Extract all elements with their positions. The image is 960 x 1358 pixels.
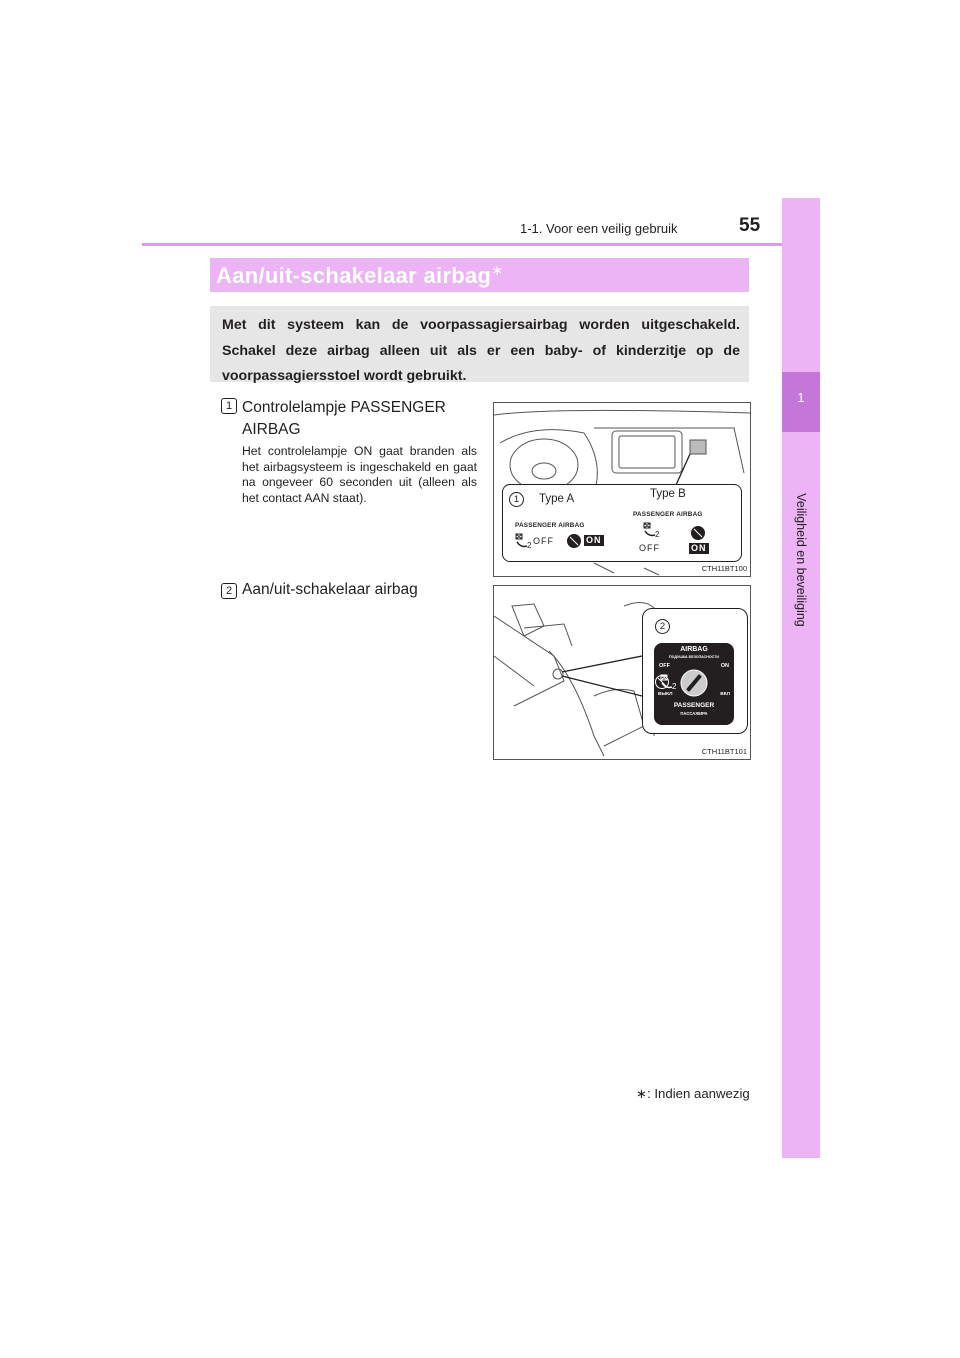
footnote-marker: ∗ — [636, 1086, 648, 1101]
chapter-number: 1 — [797, 390, 805, 405]
figure-code-2: CTH11BT101 — [701, 747, 747, 756]
type-a-label: Type A — [539, 493, 575, 505]
figure-code-1: CTH11BT100 — [701, 564, 747, 573]
item-title-2: Aan/uit-schakelaar airbag — [242, 581, 418, 598]
type-b-off-text: OFF — [639, 543, 660, 553]
type-b-on-indicator: ON — [691, 543, 707, 553]
switch-off-label-ru: ВЫКЛ — [658, 692, 673, 697]
switch-on-label: ON — [720, 663, 729, 669]
type-b-label: Type B — [650, 488, 686, 500]
type-a-off-text: OFF — [533, 536, 554, 546]
running-header: 1-1. Voor een veilig gebruik — [520, 221, 678, 236]
switch-top-label: AIRBAG — [680, 646, 708, 653]
callout-number-1: 1 — [509, 492, 524, 507]
svg-text:2: 2 — [655, 530, 660, 539]
figure-airbag-switch — [493, 585, 751, 760]
airbag-on-icon-b — [689, 525, 707, 541]
footnote — [636, 1086, 750, 1102]
switch-airbag-icon — [654, 674, 670, 690]
child-seat-icon — [513, 532, 533, 550]
callout-number-2: 2 — [655, 619, 670, 634]
switch-on-label-ru: ВКЛ — [720, 692, 730, 697]
indicator-callout — [502, 484, 742, 562]
section-title — [216, 262, 503, 289]
figure-dashboard-indicator — [493, 402, 751, 577]
switch-top-label-ru: ПОДУШКА БЕЗОПАСНОСТИ — [669, 655, 719, 659]
type-b-panel-label: PASSENGER AIRBAG — [633, 511, 703, 518]
type-a-on-indicator: ON — [586, 535, 602, 545]
switch-bottom-label: PASSENGER — [673, 702, 715, 709]
footnote-text: : Indien aanwezig — [647, 1086, 750, 1101]
svg-text:2: 2 — [527, 541, 532, 550]
switch-callout — [642, 608, 748, 734]
airbag-on-icon — [565, 533, 583, 549]
child-seat-icon-b — [641, 521, 661, 539]
page-number: 55 — [739, 215, 761, 236]
key-slot-icon[interactable] — [680, 669, 708, 697]
type-a-panel-label: PASSENGER AIRBAG — [515, 522, 585, 529]
item-number-1: 1 — [221, 398, 237, 414]
airbag-switch-plate — [654, 643, 734, 725]
section-title-text: Aan/uit-schakelaar airbag — [216, 263, 492, 288]
switch-bottom-label-ru: ПАССАЖИРА — [680, 711, 708, 716]
header-rule — [142, 243, 820, 246]
item-description-1: Het controlelampje ON gaat branden als het airbagsysteem is ingeschakeld en gaat na ongeveer 60 seconden uit (alleen als het contact AAN staat). — [242, 444, 477, 505]
item-title-1: Controlelampje PASSENGER AIRBAG — [242, 399, 446, 438]
svg-text:2: 2 — [672, 682, 677, 691]
chapter-tab — [782, 198, 820, 1158]
switch-off-label: OFF — [659, 663, 670, 669]
chapter-label: Veiligheid en beveiliging — [794, 493, 808, 627]
title-footnote-marker: ∗ — [491, 262, 504, 278]
item-number-2: 2 — [221, 583, 237, 599]
intro-text: Met dit systeem kan de voorpassagiersairbag worden uitgeschakeld. Schakel deze airbag alleen uit als er een baby- of kinderzitje op de voorpassagiersstoel wordt gebruikt. — [222, 317, 740, 384]
